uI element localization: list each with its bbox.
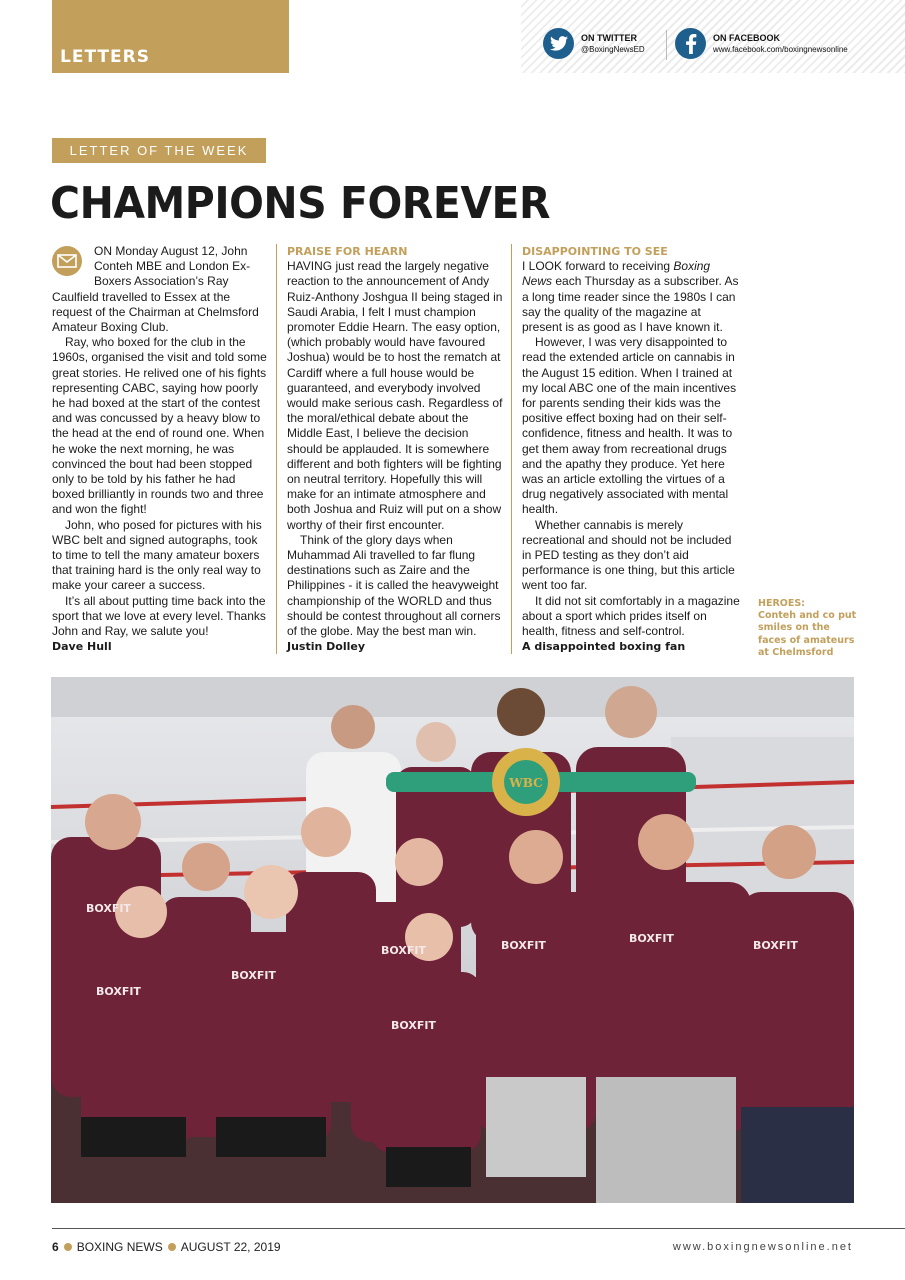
section-title: LETTERS	[60, 47, 150, 67]
twitter-link[interactable]	[543, 28, 645, 59]
social-divider	[666, 30, 667, 60]
caption-title: HEROES:	[758, 598, 805, 609]
shirt-text: BOXFIT	[231, 969, 276, 982]
letter-3-paragraph-2: However, I was very disappointed to read the extended article on cannabis in the August 15 edition. When I trained at my local ABC one of the main incentives for parents sending their kids was the positive effect boxing had on their self-confidence, fitness and health. It was to get them away from recreational drugs and the apathy they produce. Yet here was an article extolling the virtues of a drug negatively associated with mental health.	[522, 335, 737, 517]
belt-text: WBC	[509, 776, 543, 790]
letter-3-paragraph-1	[522, 259, 740, 335]
letter-1-paragraph-2: Ray, who boxed for the club in the 1960s, organised the visit and told some great stories. He relived one of his fights representing CABC, saying how poorly he had boxed at the start of the contest and was concussed by a heavy blow to the head at the end of round one. When he woke the next morning, he was convinced the bout had been stopped only to be told by his father he had boxed brilliantly in rounds two and three and won the fight!	[52, 335, 267, 517]
group-photo	[51, 677, 854, 1203]
shirt-text: BOXFIT	[501, 939, 546, 952]
letter-3-text: I LOOK forward to receiving	[522, 259, 674, 274]
facebook-icon	[675, 28, 706, 59]
website-link[interactable]: www.boxingnewsonline.net	[672, 1241, 853, 1253]
letter-2-heading: PRAISE FOR HEARN	[287, 245, 408, 258]
publication-name: BOXING NEWS	[76, 1240, 163, 1254]
letter-3-paragraph-3: Whether cannabis is merely recreational and should not be included in PED testing as they don’t aid performance is one thing, but this article went too far.	[522, 517, 735, 593]
letter-3-paragraph-4: It did not sit comfortably in a magazine about a sport which prides itself on health, fitness and self-control.	[522, 593, 740, 639]
facebook-label: ON FACEBOOK	[713, 32, 781, 43]
letter-column-2	[287, 244, 505, 654]
shirt-text: BOXFIT	[629, 932, 674, 945]
shirt-text: BOXFIT	[753, 939, 798, 952]
issue-date: AUGUST 22, 2019	[180, 1240, 281, 1254]
shirt-text: BOXFIT	[391, 1019, 436, 1032]
column-divider	[276, 244, 277, 654]
letter-3-text: each Thursday as a subscriber. As a long time reader since the 1980s I can say the quality of the magazine at present is as good as I have known it.	[522, 274, 739, 335]
letter-3-signature: A disappointed boxing fan	[522, 640, 686, 654]
letter-of-week-label: LETTER OF THE WEEK	[52, 138, 266, 163]
page-number: 6	[52, 1240, 59, 1254]
shirt-text: BOXFIT	[86, 902, 131, 915]
page-headline: CHAMPIONS FOREVER	[50, 178, 551, 229]
section-tab	[52, 0, 289, 73]
twitter-handle: @BoxingNewsED	[581, 44, 645, 54]
letter-2-paragraph-2: Think of the glory days when Muhammad Ali travelled to far flung destinations such as Zaire and the Philippines - it is called the heavyweight championship of the WORLD and thus should be contest throughout all corners of the globe. May the best man win.	[287, 532, 501, 639]
letter-2-signature: Justin Dolley	[287, 640, 366, 654]
letter-1-signature: Dave Hull	[52, 640, 112, 654]
footer-divider	[52, 1228, 905, 1229]
letter-1-paragraph-1: ON Monday August 12, John Conteh MBE and London Ex-Boxers Association’s Ray Caulfield travelled to Essex at the request of the Chairman at Chelmsford Amateur Boxing Club.	[52, 244, 259, 335]
shirt-text: BOXFIT	[96, 985, 141, 998]
footer-info	[52, 1240, 281, 1254]
letter-column-3	[522, 244, 740, 654]
boxing-club-photo	[51, 677, 854, 1203]
column-divider	[511, 244, 512, 654]
footer-dot	[64, 1243, 72, 1251]
facebook-link[interactable]	[675, 28, 848, 59]
envelope-icon	[52, 246, 82, 276]
letter-3-heading: DISAPPOINTING TO SEE	[522, 245, 668, 258]
letter-1-paragraph-3: John, who posed for pictures with his WBC belt and signed autographs, took to time to tell the many amateur boxers that training hard is the only real way to make your career a success.	[52, 517, 262, 593]
photo-caption	[758, 598, 858, 659]
letter-column-1	[52, 244, 270, 654]
letter-1-paragraph-4: It’s all about putting time back into the sport that we love at every level. Thanks John and Ray, we salute you!	[52, 593, 266, 639]
social-bar	[521, 0, 905, 73]
twitter-label: ON TWITTER	[581, 32, 637, 43]
footer-dot	[168, 1243, 176, 1251]
letter-2-paragraph-1: HAVING just read the largely negative reaction to the announcement of Andy Ruiz-Anthony Joshgua II being staged in Saudi Arabia, I felt I must champion promoter Eddie Hearn. The easy option, (which probably would have favoured Joshua) would be to host the rematch at Cardiff where a full house would be guaranteed, and everybody involved would make serious cash. Regardless of the moral/ethical debate about the Middle East, I believe the decision should be applauded. It is somewhere different and both fighters will be fighting on neutral territory. Hopefully this will make for an intimate atmosphere and both Joshua and Ruiz will put on a show worthy of their first encounter.	[287, 259, 503, 532]
caption-text: Conteh and co put smiles on the faces of amateurs at Chelmsford	[758, 610, 857, 658]
publication-name: Boxing News	[522, 259, 711, 289]
facebook-url: www.facebook.com/boxingnewsonline	[713, 44, 848, 54]
twitter-icon	[543, 28, 574, 59]
shirt-text: BOXFIT	[381, 944, 426, 957]
